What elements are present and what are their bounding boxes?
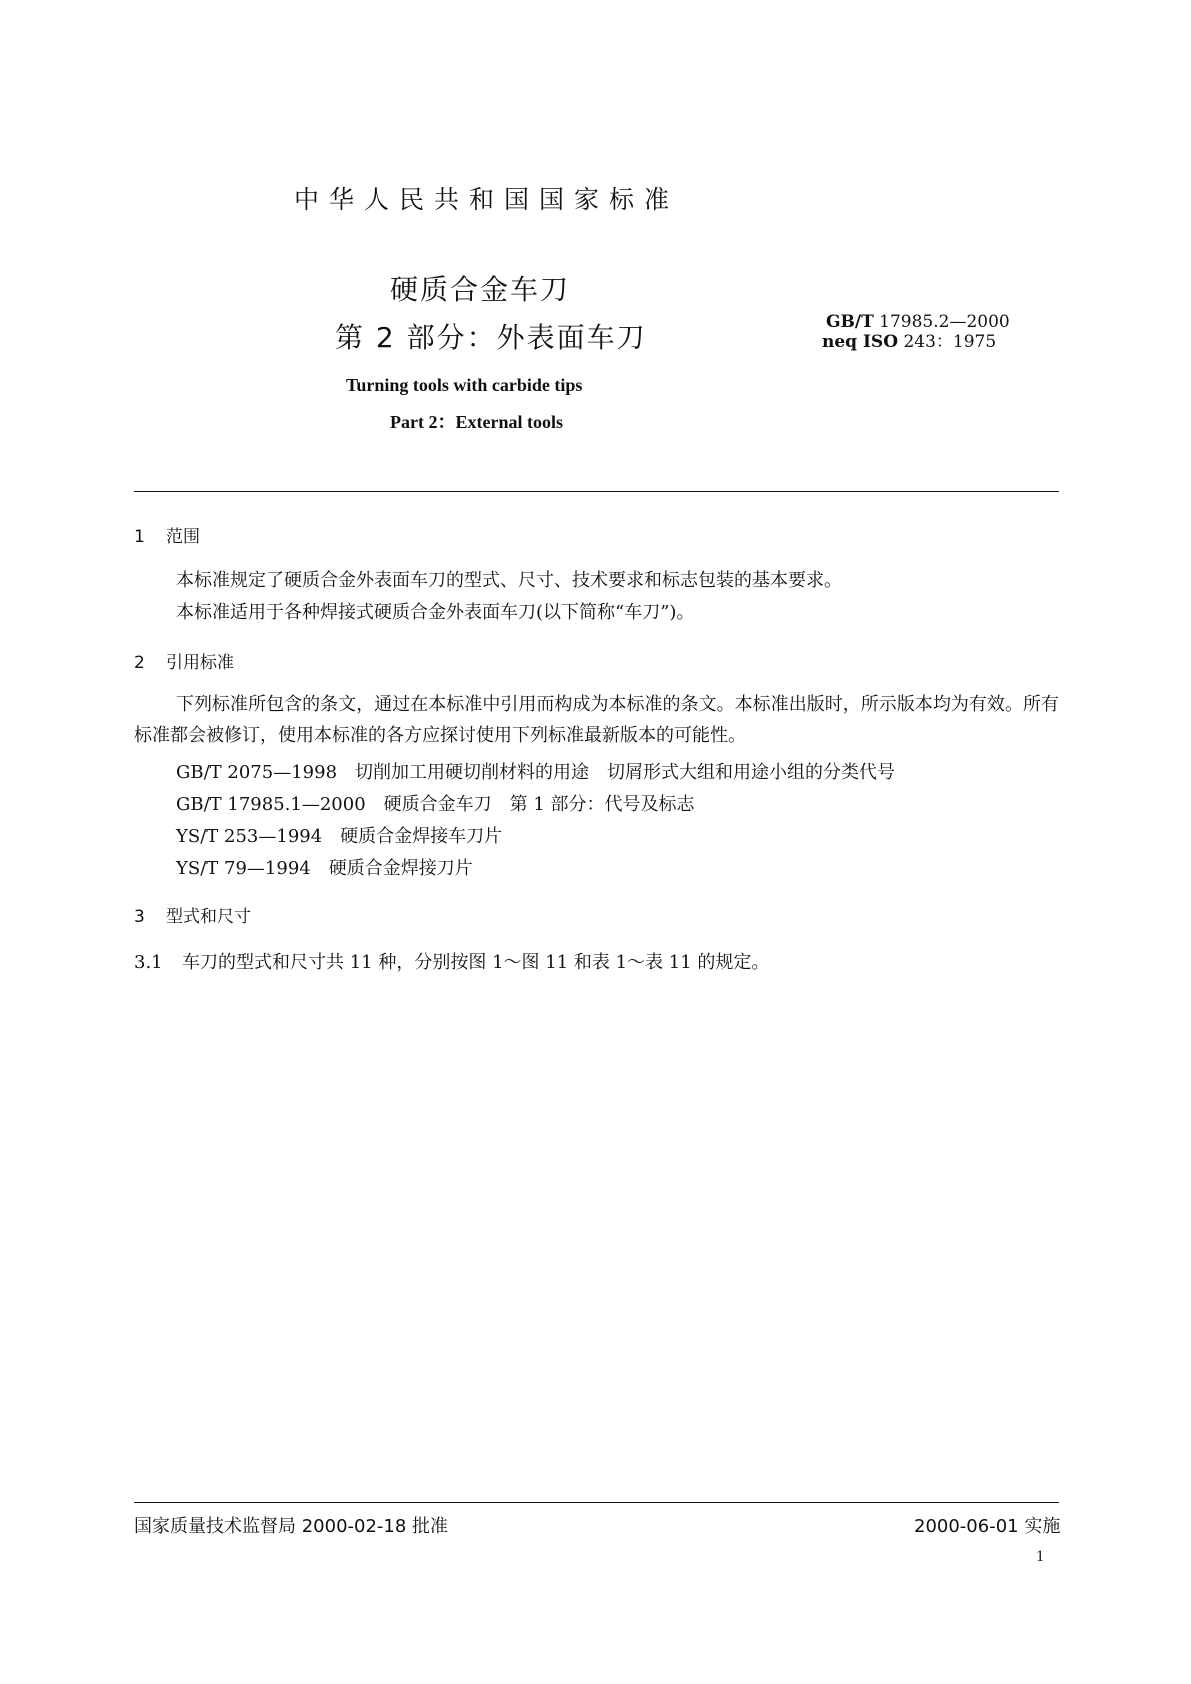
standard-code [826,312,1010,332]
reference-title: 硬质合金焊接车刀片 [340,826,503,847]
clause-text: 车刀的型式和尺寸共 11 种，分别按图 1～图 11 和表 1～表 11 的规定。 [182,952,770,973]
title-en-line2: Part 2：External tools [390,412,563,432]
clause-number: 3.1 [134,952,163,973]
neq-number: 243：1975 [903,332,997,352]
section-number: 3 [134,907,145,927]
footer-divider [134,1502,1059,1503]
standard-code-block [822,312,1010,352]
clause-3-1 [134,948,769,974]
code-prefix: GB/T [826,312,874,332]
reference-item [176,790,695,816]
reference-code: GB/T 2075—1998 [176,762,338,783]
national-standard-header: 中华人民共和国国家标准 [294,185,680,214]
code-number: 17985.2—2000 [879,312,1010,332]
page-number: 1 [1036,1548,1044,1565]
section-2-paragraph: 下列标准所包含的条文，通过在本标准中引用而构成为本标准的条文。本标准出版时，所示版本均为有效。所有标准都会被修订，使用本标准的各方应探讨使用下列标准最新版本的可能性。 [134,694,1059,746]
reference-title: 硬质合金车刀 第 1 部分：代号及标志 [383,794,695,815]
section-1-heading [134,522,200,547]
reference-title: 硬质合金焊接刀片 [328,858,473,879]
reference-item [176,854,473,880]
neq-prefix: neq ISO [822,332,899,352]
section-number: 1 [134,527,145,547]
reference-item [176,758,895,784]
section-title: 范围 [166,527,200,547]
equivalence-code [822,332,1010,352]
section-2-heading [134,648,234,673]
section-3-heading [134,902,251,927]
title-cn-line2: 第 2 部分：外表面车刀 [335,321,647,354]
reference-title: 切削加工用硬切削材料的用途 切屑形式大组和用途小组的分类代号 [355,762,896,783]
reference-item [176,822,502,848]
approval-statement: 国家质量技术监督局 2000-02-18 批准 [134,1516,449,1537]
section-number: 2 [134,653,145,673]
section-1-paragraph-1: 本标准规定了硬质合金外表面车刀的型式、尺寸、技术要求和标志包装的基本要求。 [176,570,842,591]
title-cn-line1: 硬质合金车刀 [390,273,571,306]
implementation-date: 2000-06-01 实施 [914,1516,1061,1537]
section-title: 型式和尺寸 [166,907,251,927]
reference-code: YS/T 79—1994 [176,858,311,879]
section-1-paragraph-2: 本标准适用于各种焊接式硬质合金外表面车刀(以下简称“车刀”)。 [176,602,695,623]
reference-code: GB/T 17985.1—2000 [176,794,366,815]
reference-code: YS/T 253—1994 [176,826,323,847]
header-divider [134,491,1059,492]
section-title: 引用标准 [166,653,234,673]
title-en-line1: Turning tools with carbide tips [346,375,583,395]
